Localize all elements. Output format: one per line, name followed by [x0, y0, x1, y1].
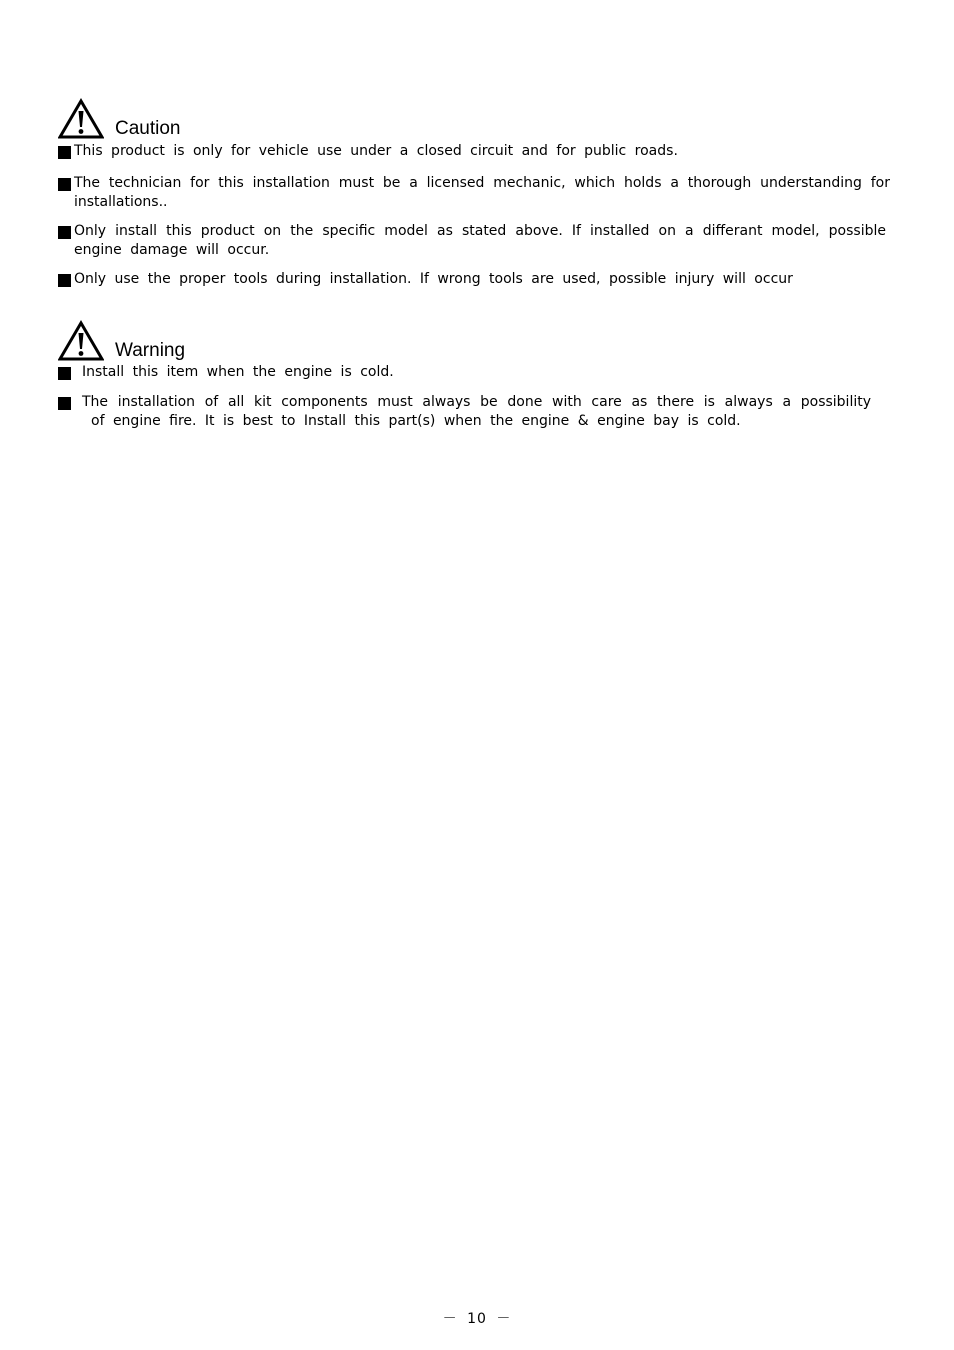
square-bullet-icon — [58, 367, 71, 380]
caution-item — [58, 222, 886, 261]
square-bullet-icon — [58, 178, 71, 191]
caution-item-text: Only use the proper tools during installation. If wrong tools are used, possible injury will occur — [74, 270, 793, 287]
warning-item-text: Install this item when the engine is cold. — [82, 364, 394, 380]
warning-header — [58, 318, 890, 362]
warning-triangle-icon — [58, 98, 104, 140]
caution-title: Caution — [115, 118, 181, 139]
caution-item — [58, 270, 890, 290]
caution-header — [58, 96, 890, 140]
caution-item — [58, 142, 890, 162]
warning-section — [58, 318, 890, 432]
warning-item — [58, 393, 871, 432]
warning-triangle-icon — [58, 320, 104, 362]
square-bullet-icon — [58, 146, 71, 159]
caution-section — [58, 96, 890, 289]
warning-title: Warning — [115, 340, 186, 361]
caution-item-text: This product is only for vehicle use under a closed circuit and for public roads. — [74, 143, 678, 159]
warning-item-text: The installation of all kit components must always be done with care as there is always a possibility of engine fire. It is best to Install this part(s) when the engine & engine bay is cold. — [82, 393, 871, 429]
caution-item — [58, 174, 890, 213]
page-number: － 10 － — [442, 1311, 512, 1327]
square-bullet-icon — [58, 226, 71, 239]
square-bullet-icon — [58, 397, 71, 410]
caution-item-text: Only install this product on the specific model as stated above. If installed on a differant model, possible engine damage will occur. — [74, 222, 886, 258]
caution-item-text: The technician for this installation must be a licensed mechanic, which holds a thorough understanding for installations.. — [74, 174, 890, 210]
square-bullet-icon — [58, 274, 71, 287]
warning-item — [58, 363, 890, 383]
